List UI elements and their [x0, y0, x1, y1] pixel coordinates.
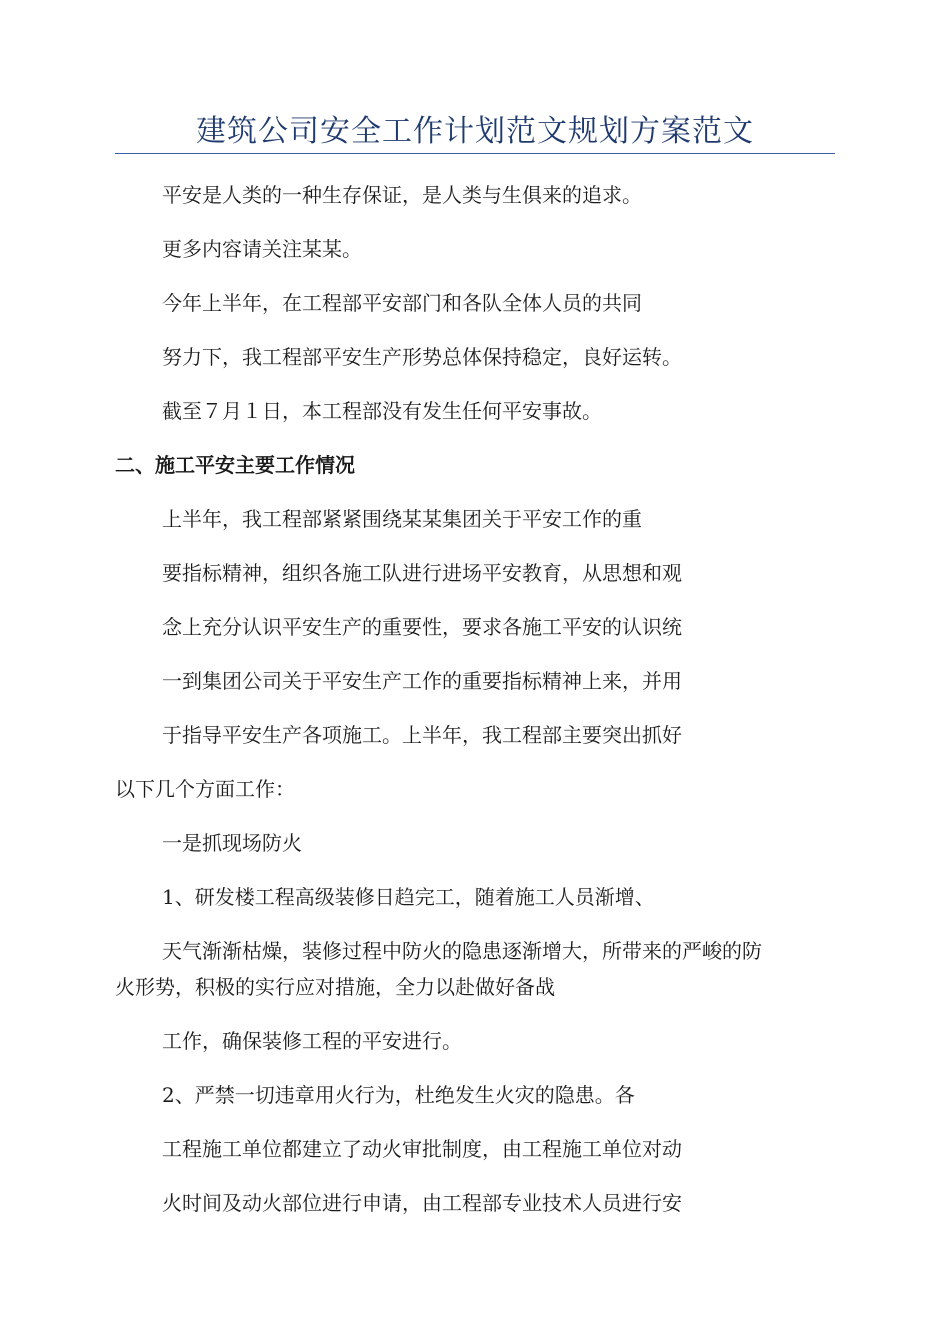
paragraph-line: 更多内容请关注某某。: [162, 237, 362, 261]
document-title: 建筑公司安全工作计划范文规划方案范文: [196, 114, 754, 149]
paragraph-line: 一是抓现场防火: [162, 831, 302, 855]
paragraph-line: 工作，确保装修工程的平安进行。: [162, 1029, 462, 1053]
paragraph-line: 工程施工单位都建立了动火审批制度，由工程施工单位对动: [162, 1137, 682, 1161]
title-underline: [115, 153, 835, 154]
section-heading: 二、施工平安主要工作情况: [115, 453, 355, 477]
paragraph-line: 1、研发楼工程高级装修日趋完工，随着施工人员渐增、: [162, 885, 655, 909]
paragraph-line: 火形势，积极的实行应对措施，全力以赴做好备战: [115, 975, 555, 999]
paragraph-line: 要指标精神，组织各施工队进行进场平安教育，从思想和观: [162, 561, 682, 585]
paragraph-line: 以下几个方面工作：: [115, 777, 295, 801]
paragraph-line: 截至７月１日，本工程部没有发生任何平安事故。: [162, 399, 602, 423]
paragraph-line: 天气渐渐枯燥，装修过程中防火的隐患逐渐增大，所带来的严峻的防: [162, 939, 762, 963]
paragraph-line: 2、严禁一切违章用火行为，杜绝发生火灾的隐患。各: [162, 1083, 635, 1107]
paragraph-line: 上半年，我工程部紧紧围绕某某集团关于平安工作的重: [162, 507, 642, 531]
paragraph-line: 今年上半年，在工程部平安部门和各队全体人员的共同: [162, 291, 642, 315]
paragraph-line: 努力下，我工程部平安生产形势总体保持稳定，良好运转。: [162, 345, 682, 369]
paragraph-line: 于指导平安生产各项施工。上半年，我工程部主要突出抓好: [162, 723, 682, 747]
paragraph-line: 火时间及动火部位进行申请，由工程部专业技术人员进行安: [162, 1191, 682, 1215]
paragraph-line: 念上充分认识平安生产的重要性，要求各施工平安的认识统: [162, 615, 682, 639]
paragraph-line: 一到集团公司关于平安生产工作的重要指标精神上来，并用: [162, 669, 682, 693]
paragraph-line: 平安是人类的一种生存保证，是人类与生俱来的追求。: [162, 183, 642, 207]
